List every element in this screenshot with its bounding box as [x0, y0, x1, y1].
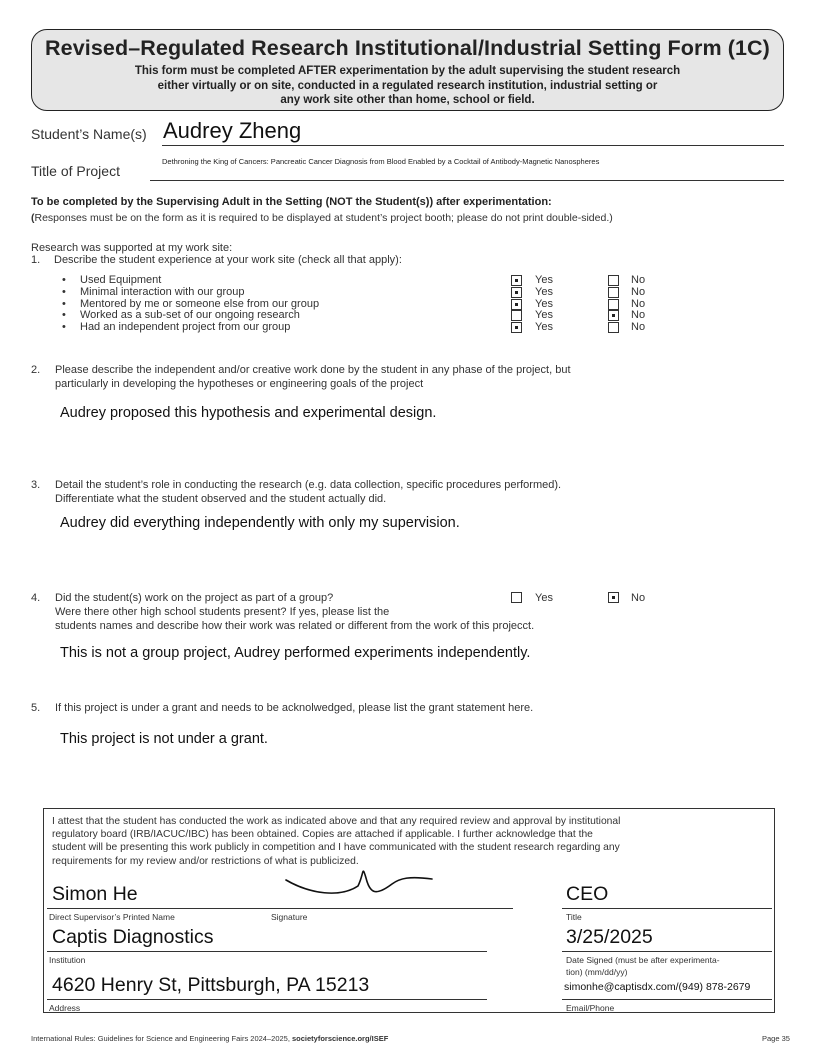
q1-no-checkbox[interactable] [608, 287, 619, 298]
signature-caption: Signature [271, 912, 308, 922]
note-text: Responses must be on the form as it is required to be displayed at student’s project booth; please do not print double-sided.) [34, 212, 613, 224]
footer-left [31, 1034, 388, 1043]
q3-line1: Detail the student’s role in conducting the research (e.g. data collection, specific procedures performed). [55, 479, 562, 491]
q3-answer[interactable]: Audrey did everything independently with only my supervision. [60, 515, 460, 531]
date-caption-line: tion) (mm/dd/yy) [566, 966, 628, 977]
q2-line2: particularly in developing the hypotheses or engineering goals of the project [55, 378, 424, 390]
q1-no-checkbox[interactable] [608, 310, 619, 321]
attestation-line: regulatory board (IRB/IACUC/IBC) has been obtained. Copies are attached if applicable. I further acknowledge that the [52, 829, 593, 841]
q4-yes-checkbox[interactable] [511, 592, 522, 603]
subtitle-line: either virtually or on site, conducted in a regulated research institution, industrial setting or [157, 79, 658, 92]
q1-intro: Research was supported at my work site: [31, 242, 233, 254]
footer-link[interactable]: societyforscience.org/ISEF [292, 1034, 389, 1043]
q1-yes-label: Yes [535, 285, 553, 298]
q1-yes-label: Yes [535, 321, 553, 334]
q2-answer[interactable]: Audrey proposed this hypothesis and experimental design. [60, 405, 437, 421]
institution-caption: Institution [49, 955, 86, 965]
q1-yes-checkbox[interactable] [511, 310, 522, 321]
q1-yes-label: Yes [535, 274, 553, 286]
date-caption [566, 955, 720, 978]
email-caption: Email/Phone [566, 1003, 615, 1013]
date-value[interactable]: 3/25/2025 [566, 926, 653, 948]
q3-line2: Differentiate what the student observed and the student actually did. [55, 493, 387, 505]
q1-no-label: No [631, 274, 646, 286]
q1-item-label: Had an independent project from our group [80, 321, 291, 334]
subtitle-line: any work site other than home, school or field. [280, 94, 535, 106]
q1-no-label: No [631, 321, 646, 334]
attestation-line: requirements for my review and/or restrictions of what is publicized. [52, 855, 359, 867]
footer-page: Page 35 [762, 1034, 790, 1043]
project-title-label: Title of Project [31, 163, 120, 179]
note-open-paren: ( [31, 212, 35, 224]
footer-text: International Rules: Guidelines for Science and Engineering Fairs 2024–2025, [31, 1034, 292, 1043]
q1-text: Describe the student experience at your work site (check all that apply): [54, 254, 402, 266]
q1-no-label: No [631, 297, 646, 310]
q4-line1: Did the student(s) work on the project as part of a group? [55, 592, 334, 604]
q1-no-checkbox[interactable] [608, 275, 619, 286]
form-subtitle [32, 64, 783, 108]
q1-yes-checkbox[interactable] [511, 275, 522, 286]
title-caption: Title [566, 912, 582, 922]
attestation-line: student will be presenting this work publicly in competition and I have communicated with the student research regarding any [52, 842, 620, 854]
project-title-value[interactable]: Dethroning the King of Cancers: Pancreatic Cancer Diagnosis from Blood Enabled by a Cocktail of Antibody-Magnetic Nanospheres [162, 157, 600, 166]
q5-number: 5. [31, 702, 41, 714]
institution-value[interactable]: Captis Diagnostics [52, 926, 214, 948]
q1-item-label: Minimal interaction with our group [80, 285, 245, 298]
bullet: • [62, 274, 66, 286]
instructions-heading: To be completed by the Supervising Adult in the Setting (NOT the Student(s)) after experimentation: [31, 196, 552, 208]
q5-answer[interactable]: This project is not under a grant. [60, 731, 268, 747]
q1-no-label: No [631, 309, 646, 322]
student-name-value[interactable]: Audrey Zheng [163, 118, 302, 143]
date-line [562, 951, 772, 952]
q1-no-checkbox[interactable] [608, 322, 619, 333]
bullet: • [62, 321, 66, 334]
q4-line2: Were there other high school students present? If yes, please list the [55, 606, 390, 618]
q1-no-label: No [631, 285, 646, 298]
bullet: • [62, 297, 66, 310]
signature-image [280, 866, 440, 902]
q1-item-label: Mentored by me or someone else from our group [80, 297, 320, 310]
q4-answer[interactable]: This is not a group project, Audrey performed experiments independently. [60, 645, 531, 661]
bullet: • [62, 285, 66, 298]
title-line [562, 908, 772, 909]
address-value[interactable]: 4620 Henry St, Pittsburgh, PA 15213 [52, 974, 370, 996]
email-line [562, 999, 772, 1000]
q1-number: 1. [31, 254, 41, 266]
q3-number: 3. [31, 479, 41, 491]
project-title-line [150, 180, 784, 181]
date-caption-line: Date Signed (must be after experimenta- [566, 955, 720, 965]
bullet: • [62, 309, 66, 322]
instructions-note [31, 212, 613, 224]
q2-line1: Please describe the independent and/or creative work done by the student in any phase of the project, but [55, 364, 571, 376]
supervisor-name-value[interactable]: Simon He [52, 883, 138, 905]
q1-item-label: Worked as a sub-set of our ongoing research [80, 309, 300, 322]
q1-yes-checkbox[interactable] [511, 299, 522, 310]
address-caption: Address [49, 1003, 81, 1013]
institution-line [47, 951, 487, 952]
q2-number: 2. [31, 364, 41, 376]
form-title: Revised–Regulated Research Institutional/Industrial Setting Form (1C) [45, 36, 770, 60]
q1-yes-label: Yes [535, 297, 553, 310]
q4-no-label: No [631, 592, 646, 604]
email-phone-value[interactable]: simonhe@captisdx.com/(949) 878-2679 [564, 981, 751, 993]
student-name-line [162, 145, 784, 146]
q1-no-checkbox[interactable] [608, 299, 619, 310]
q4-yes-label: Yes [535, 592, 553, 604]
address-line [47, 999, 487, 1000]
attestation-line: I attest that the student has conducted the work as indicated above and that any required review and approval by institutional [52, 816, 621, 827]
supervisor-name-line [47, 908, 513, 909]
q5-line1: If this project is under a grant and needs to be acknolwedged, please list the grant statement here. [55, 702, 534, 714]
q1-yes-checkbox[interactable] [511, 322, 522, 333]
q4-no-checkbox[interactable] [608, 592, 619, 603]
student-name-label: Student’s Name(s) [31, 126, 147, 142]
q1-yes-checkbox[interactable] [511, 287, 522, 298]
q1-item-label: Used Equipment [80, 274, 162, 286]
q4-number: 4. [31, 592, 41, 604]
subtitle-line: This form must be completed AFTER experimentation by the adult supervising the student research [134, 65, 681, 77]
title-value[interactable]: CEO [566, 883, 609, 905]
q4-line3: students names and describe how their work was related or different from the work of this projecct. [55, 620, 535, 632]
supervisor-name-caption: Direct Supervisor’s Printed Name [49, 912, 175, 922]
q1-yes-label: Yes [535, 309, 553, 322]
form-header [31, 29, 784, 111]
attestation-text [52, 815, 620, 868]
